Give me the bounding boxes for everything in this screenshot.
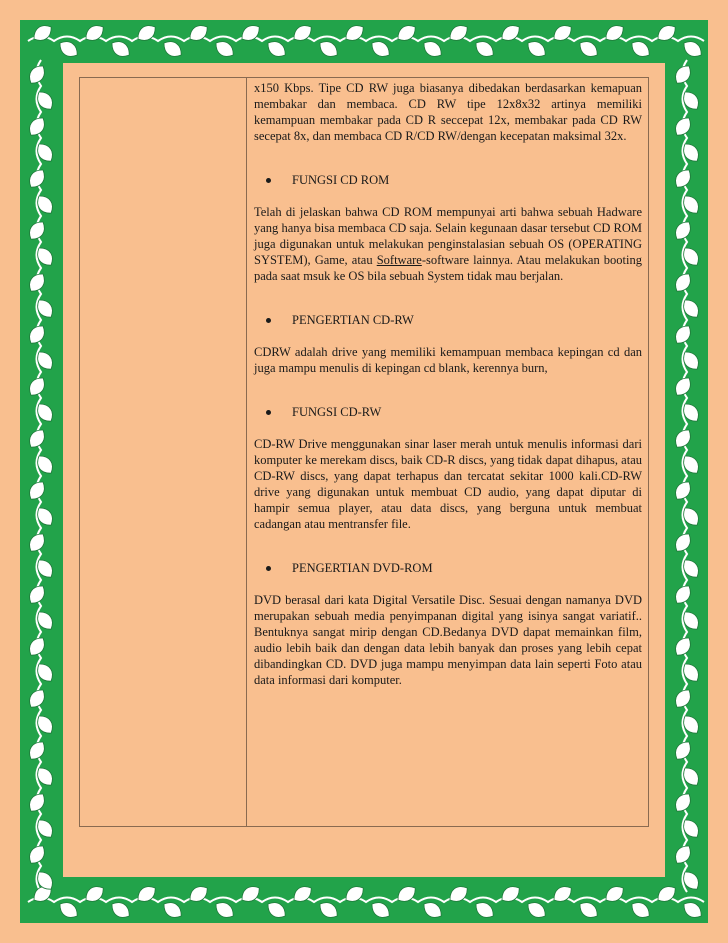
heading-text: FUNGSI CD ROM	[292, 173, 390, 187]
heading-text: PENGERTIAN DVD-ROM	[292, 561, 433, 575]
section-paragraph	[254, 204, 642, 284]
intro-paragraph: x150 Kbps. Tipe CD RW juga biasanya dibedakan berdasarkan kemapuan membakar dan membaca. CD RW tipe 12x8x32 artinya memiliki kemampuan membakar pada CD R seccepat 12x, membakar pada CD RW secepat 8x, dan membaca CD R/CD RW/dengan kecepatan maksimal 32x.	[254, 81, 642, 143]
section-heading	[254, 172, 642, 188]
section-paragraph: CDRW adalah drive yang memiliki kemampuan membaca kepingan cd dan juga mampu menulis di kepingan cd blank, kerennya burn,	[254, 345, 642, 375]
table-column-divider	[246, 77, 247, 827]
right-column-text	[254, 80, 642, 688]
section-heading	[254, 404, 642, 420]
bullet-dot-icon	[266, 318, 271, 323]
section-paragraph: CD-RW Drive menggunakan sinar laser merah untuk menulis informasi dari komputer ke merekam discs, baik CD-R discs, yang tidak dapat dihapus, atau CD-RW discs, yang dapat terhapus dan tercatat sekitar 1000 kali.CD-RW drive yang digunakan untuk membuat CD audio, yang dapat diputar di hampir semua player, atau data discs, yang berguna untuk membuat cadangan atau mentransfer file.	[254, 437, 642, 531]
bullet-dot-icon	[266, 566, 271, 571]
paragraph-text: Telah di jelaskan bahwa CD ROM mempunyai arti bahwa sebuah Hadware yang hanya bisa membaca CD saja. Selain kegunaan dasar tersebut CD ROM juga digunakan untuk melakukan penginstalasian sebuah OS (OPERATING SYSTEM), Game, atau	[254, 205, 642, 267]
bullet-dot-icon	[266, 178, 271, 183]
section-paragraph: DVD berasal dari kata Digital Versatile Disc. Sesuai dengan namanya DVD merupakan sebuah media penyimpanan digital yang isinya sangat variatif.. Bentuknya sangat mirip dengan CD.Bedanya DVD dapat memainkan film, audio lebih baik dan dengan data lebih banyak dan proses yang lebih cepat dibandingkan CD. DVD juga mampu menyimpan data lain seperti Foto atau data informasi dari komputer.	[254, 593, 642, 687]
software-link[interactable]: Software	[376, 253, 422, 267]
heading-text: PENGERTIAN CD-RW	[292, 313, 414, 327]
bullet-dot-icon	[266, 410, 271, 415]
section-heading	[254, 560, 642, 576]
heading-text: FUNGSI CD-RW	[292, 405, 382, 419]
paragraph-text-tail: -software lainnya. Atau melakukan booting pada saat msuk ke OS bila sebuah System tidak mau berjalan.	[254, 253, 642, 283]
section-heading	[254, 312, 642, 328]
